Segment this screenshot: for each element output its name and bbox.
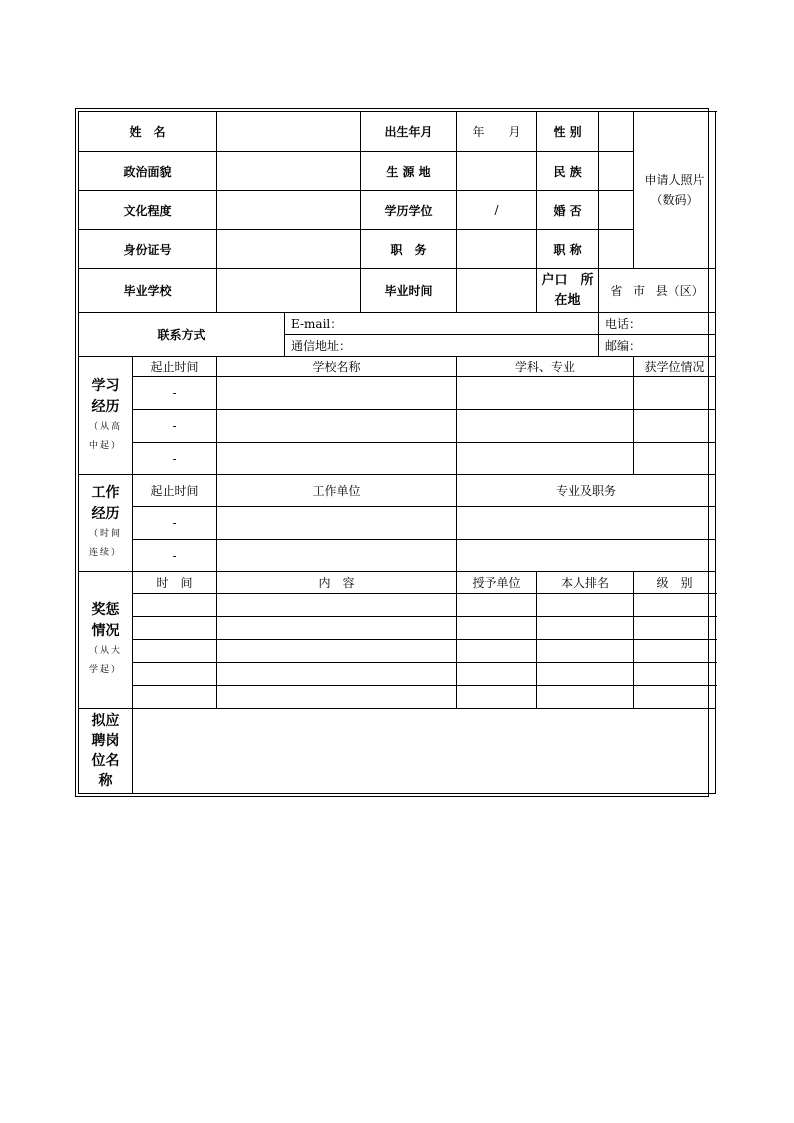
name-label: 姓 名 [79, 112, 217, 152]
photo-label-line1: 申请人照片 [644, 173, 705, 187]
work-section-label: 工作 经历 （时间 连续） [79, 475, 133, 572]
political-label: 政治面貌 [79, 152, 217, 191]
study-degree-field[interactable] [634, 443, 716, 475]
awards-header-grantor: 授予单位 [457, 572, 537, 594]
title-field[interactable] [599, 230, 634, 269]
form-table [78, 111, 716, 794]
awards-level-field[interactable] [634, 594, 716, 617]
study-header-period: 起止时间 [133, 357, 217, 377]
birth-field[interactable]: 年 月 [457, 112, 537, 152]
gender-label: 性 别 [537, 112, 599, 152]
ethnicity-label: 民 族 [537, 152, 599, 191]
awards-header-level: 级 别 [634, 572, 716, 594]
apply-position-field[interactable] [133, 709, 716, 794]
awards-header-content: 内 容 [217, 572, 457, 594]
political-field[interactable] [217, 152, 361, 191]
awards-time-field[interactable] [133, 617, 217, 640]
awards-row [79, 640, 716, 663]
study-row [79, 443, 716, 475]
study-major-field[interactable] [457, 410, 634, 443]
work-header-period: 起止时间 [133, 475, 217, 507]
school-label: 毕业学校 [79, 269, 217, 313]
awards-row [79, 686, 716, 709]
work-period-field[interactable]: - [133, 540, 217, 572]
work-header-employer: 工作单位 [217, 475, 457, 507]
study-period-field[interactable]: - [133, 443, 217, 475]
study-period-field[interactable]: - [133, 410, 217, 443]
position-field[interactable] [457, 230, 537, 269]
awards-row [79, 617, 716, 640]
application-form [75, 108, 709, 797]
work-period-field[interactable]: - [133, 507, 217, 540]
awards-grantor-field[interactable] [457, 663, 537, 686]
awards-row [79, 663, 716, 686]
awards-grantor-field[interactable] [457, 640, 537, 663]
grad-time-label: 毕业时间 [361, 269, 457, 313]
email-field[interactable]: E-mail： [285, 313, 599, 335]
awards-header-time: 时 间 [133, 572, 217, 594]
awards-content-field[interactable] [217, 594, 457, 617]
awards-grantor-field[interactable] [457, 686, 537, 709]
study-school-field[interactable] [217, 410, 457, 443]
province-label: 省 [610, 284, 623, 298]
study-degree-field[interactable] [634, 377, 716, 410]
study-major-field[interactable] [457, 443, 634, 475]
awards-level-field[interactable] [634, 686, 716, 709]
study-school-field[interactable] [217, 377, 457, 410]
awards-level-field[interactable] [634, 663, 716, 686]
awards-time-field[interactable] [133, 640, 217, 663]
photo-label-line2: （数码） [650, 193, 699, 207]
awards-rank-field[interactable] [537, 663, 634, 686]
marital-label: 婚 否 [537, 191, 599, 230]
study-major-field[interactable] [457, 377, 634, 410]
study-header-degree: 获学位情况 [634, 357, 716, 377]
work-header-role: 专业及职务 [457, 475, 716, 507]
id-field[interactable] [217, 230, 361, 269]
title-label: 职 称 [537, 230, 599, 269]
photo-box[interactable] [634, 112, 716, 269]
awards-time-field[interactable] [133, 686, 217, 709]
awards-content-field[interactable] [217, 686, 457, 709]
work-employer-field[interactable] [217, 540, 457, 572]
awards-content-field[interactable] [217, 617, 457, 640]
work-role-field[interactable] [457, 507, 716, 540]
awards-grantor-field[interactable] [457, 617, 537, 640]
awards-rank-field[interactable] [537, 594, 634, 617]
work-employer-field[interactable] [217, 507, 457, 540]
marital-field[interactable] [599, 191, 634, 230]
address-field[interactable]: 通信地址： [285, 335, 599, 357]
degree-label: 学历学位 [361, 191, 457, 230]
awards-rank-field[interactable] [537, 686, 634, 709]
awards-level-field[interactable] [634, 617, 716, 640]
study-school-field[interactable] [217, 443, 457, 475]
birth-label: 出生年月 [361, 112, 457, 152]
study-row [79, 377, 716, 410]
hukou-field[interactable] [599, 269, 716, 313]
study-header-major: 学科、专业 [457, 357, 634, 377]
awards-row [79, 594, 716, 617]
work-row [79, 540, 716, 572]
county-label: 县（区） [655, 284, 704, 298]
study-header-school: 学校名称 [217, 357, 457, 377]
phone-field[interactable]: 电话： [599, 313, 716, 335]
degree-field[interactable]: / [457, 191, 537, 230]
position-label: 职 务 [361, 230, 457, 269]
gender-field[interactable] [599, 112, 634, 152]
work-role-field[interactable] [457, 540, 716, 572]
education-label: 文化程度 [79, 191, 217, 230]
postcode-field[interactable]: 邮编： [599, 335, 716, 357]
origin-label: 生 源 地 [361, 152, 457, 191]
origin-field[interactable] [457, 152, 537, 191]
id-label: 身份证号 [79, 230, 217, 269]
grad-time-field[interactable] [457, 269, 537, 313]
hukou-label: 户口 所 在地 [537, 269, 599, 313]
awards-time-field[interactable] [133, 663, 217, 686]
study-section-label: 学习 经历 （从高 中起） [79, 357, 133, 475]
ethnicity-field[interactable] [599, 152, 634, 191]
study-period-field[interactable]: - [133, 377, 217, 410]
education-field[interactable] [217, 191, 361, 230]
awards-header-rank: 本人排名 [537, 572, 634, 594]
awards-content-field[interactable] [217, 663, 457, 686]
awards-rank-field[interactable] [537, 617, 634, 640]
school-field[interactable] [217, 269, 361, 313]
awards-content-field[interactable] [217, 640, 457, 663]
awards-level-field[interactable] [634, 640, 716, 663]
name-field[interactable] [217, 112, 361, 152]
contact-label: 联系方式 [79, 313, 285, 357]
awards-time-field[interactable] [133, 594, 217, 617]
study-degree-field[interactable] [634, 410, 716, 443]
awards-section-label: 奖惩 情况 （从大 学起） [79, 572, 133, 709]
apply-position-label: 拟应 聘岗 位名 称 [79, 709, 133, 794]
awards-rank-field[interactable] [537, 640, 634, 663]
awards-grantor-field[interactable] [457, 594, 537, 617]
city-label: 市 [633, 284, 646, 298]
study-row [79, 410, 716, 443]
work-row [79, 507, 716, 540]
